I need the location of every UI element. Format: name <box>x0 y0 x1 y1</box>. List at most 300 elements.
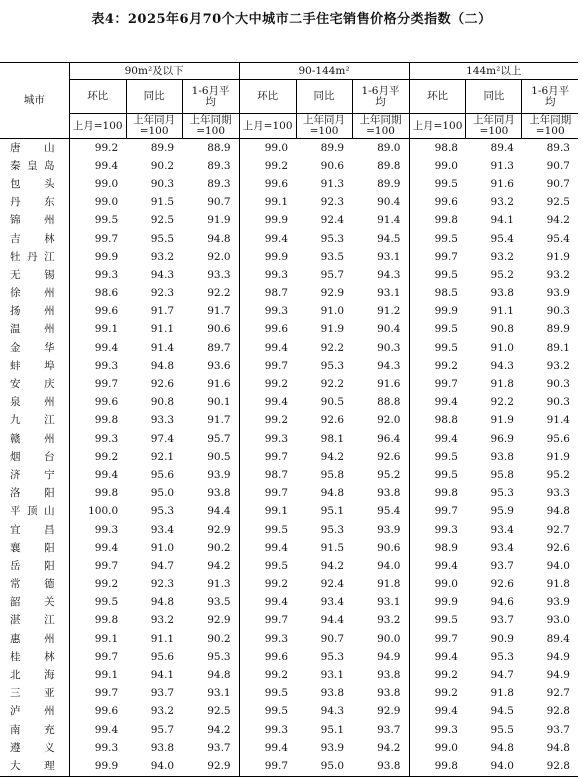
index-value: 99.7 <box>69 648 126 666</box>
index-value: 94.7 <box>150 559 175 572</box>
city-name: 三亚 <box>10 687 55 700</box>
index-value: 93.1 <box>377 596 401 609</box>
index-value: 99.3 <box>239 430 296 448</box>
index-value: 99.4 <box>69 339 126 357</box>
index-value: 99.9 <box>69 248 126 266</box>
table-row <box>0 430 578 448</box>
index-value: 99.4 <box>239 739 296 757</box>
index-value: 98.5 <box>409 285 466 303</box>
city-name: 泸州 <box>10 705 55 718</box>
index-value: 99.2 <box>239 412 296 430</box>
index-value: 91.3 <box>207 578 231 591</box>
index-value: 99.2 <box>69 139 126 158</box>
index-value: 93.9 <box>546 596 570 609</box>
index-value: 99.4 <box>69 466 126 484</box>
index-value: 89.4 <box>490 141 514 154</box>
index-value: 93.3 <box>546 487 570 500</box>
index-value: 99.7 <box>409 503 466 521</box>
index-value: 99.3 <box>69 430 126 448</box>
index-value: 91.1 <box>150 323 175 336</box>
index-value: 98.1 <box>320 432 345 445</box>
table-row <box>0 703 578 721</box>
index-value: 99.4 <box>409 557 466 575</box>
index-value: 99.5 <box>69 212 126 230</box>
index-value: 92.7 <box>546 523 570 536</box>
index-value: 92.5 <box>207 705 231 718</box>
index-value: 91.4 <box>150 341 175 354</box>
index-value: 94.5 <box>377 232 401 245</box>
index-value: 99.2 <box>69 576 126 594</box>
city-name: 桂林 <box>10 650 55 663</box>
index-value: 92.2 <box>207 287 231 300</box>
index-value: 93.4 <box>320 596 345 609</box>
index-value: 99.2 <box>239 666 296 684</box>
index-value: 91.3 <box>320 177 345 190</box>
index-value: 99.6 <box>69 703 126 721</box>
index-value: 91.8 <box>546 578 570 591</box>
table-row <box>0 248 578 266</box>
index-value: 92.2 <box>490 396 514 409</box>
index-value: 92.2 <box>320 378 345 391</box>
index-value: 99.0 <box>69 175 126 193</box>
index-value: 90.4 <box>377 323 401 336</box>
index-value: 93.4 <box>490 523 514 536</box>
subheader-mom: 环比 <box>409 80 466 114</box>
index-value: 99.3 <box>409 521 466 539</box>
index-value: 99.0 <box>409 576 466 594</box>
index-value: 95.3 <box>320 650 345 663</box>
group-header-small: 90m²及以下 <box>69 63 239 80</box>
index-value: 91.2 <box>377 305 401 318</box>
city-name: 常德 <box>10 578 55 591</box>
table-row <box>0 576 578 594</box>
index-value: 93.7 <box>207 741 231 754</box>
index-value: 91.0 <box>320 305 345 318</box>
index-value: 94.3 <box>490 359 514 372</box>
city-name: 温州 <box>10 323 55 336</box>
index-value: 99.4 <box>409 703 466 721</box>
city-name: 扬州 <box>10 305 55 318</box>
index-value: 93.2 <box>490 196 514 209</box>
index-value: 99.5 <box>409 175 466 193</box>
index-value: 94.2 <box>546 214 570 227</box>
city-name: 湛江 <box>10 614 55 627</box>
index-value: 99.2 <box>409 685 466 703</box>
index-value: 99.5 <box>409 448 466 466</box>
index-value: 89.3 <box>207 159 231 172</box>
index-value: 99.3 <box>409 721 466 739</box>
index-value: 91.4 <box>546 414 570 427</box>
index-value: 99.7 <box>69 557 126 575</box>
index-value: 91.7 <box>150 305 175 318</box>
index-value: 93.8 <box>490 450 514 463</box>
index-value: 99.4 <box>409 430 466 448</box>
index-value: 92.2 <box>320 341 345 354</box>
index-value: 99.4 <box>239 594 296 612</box>
index-value: 90.5 <box>207 450 231 463</box>
table-row <box>0 521 578 539</box>
index-value: 94.3 <box>377 359 401 372</box>
subheader-ytd-avg: 1-6月平均 <box>182 80 239 114</box>
index-value: 99.9 <box>239 212 296 230</box>
index-value: 99.5 <box>409 230 466 248</box>
index-value: 93.0 <box>546 614 570 627</box>
index-value: 99.6 <box>239 648 296 666</box>
index-value: 90.5 <box>320 396 345 409</box>
city-name: 烟台 <box>10 450 55 463</box>
index-value: 94.9 <box>546 650 570 663</box>
index-value: 89.3 <box>207 177 231 190</box>
index-value: 92.9 <box>377 705 401 718</box>
index-value: 93.7 <box>546 723 570 736</box>
table-row <box>0 230 578 248</box>
index-value: 92.8 <box>522 757 578 776</box>
index-value: 99.2 <box>239 375 296 393</box>
index-value: 94.5 <box>490 705 514 718</box>
index-value: 92.9 <box>207 614 231 627</box>
index-value: 93.1 <box>207 687 231 700</box>
index-value: 91.5 <box>150 196 175 209</box>
index-value: 99.4 <box>239 394 296 412</box>
city-name: 唐山 <box>10 141 55 154</box>
index-value: 94.2 <box>207 559 231 572</box>
subheader-ytd-avg: 1-6月平均 <box>522 80 578 114</box>
index-value: 99.3 <box>69 521 126 539</box>
base-label-mom: 上月=100 <box>69 114 126 139</box>
index-value: 98.8 <box>409 139 466 158</box>
index-value: 91.9 <box>490 414 514 427</box>
index-value: 91.4 <box>377 214 401 227</box>
index-value: 99.4 <box>69 539 126 557</box>
index-value: 93.7 <box>150 687 175 700</box>
index-value: 94.1 <box>490 214 514 227</box>
table-row <box>0 757 578 776</box>
index-value: 93.6 <box>207 359 231 372</box>
index-value: 91.6 <box>490 177 514 190</box>
index-value: 90.7 <box>207 196 231 209</box>
index-value: 90.0 <box>377 632 401 645</box>
index-value: 95.9 <box>490 505 514 518</box>
table-row <box>0 339 578 357</box>
index-value: 94.2 <box>320 559 345 572</box>
index-value: 90.2 <box>207 632 231 645</box>
index-value: 92.4 <box>320 578 345 591</box>
index-value: 99.8 <box>409 485 466 503</box>
city-name: 惠州 <box>10 632 55 645</box>
index-value: 99.8 <box>409 212 466 230</box>
index-value: 94.2 <box>377 741 401 754</box>
table-row <box>0 175 578 193</box>
index-value: 95.3 <box>207 650 231 663</box>
index-value: 91.1 <box>150 632 175 645</box>
index-value: 99.4 <box>239 339 296 357</box>
index-value: 91.5 <box>320 541 345 554</box>
price-index-table <box>0 62 578 777</box>
index-value: 95.5 <box>150 232 175 245</box>
index-value: 93.1 <box>320 669 345 682</box>
city-name: 牡丹江 <box>10 250 55 263</box>
index-value: 95.6 <box>150 468 175 481</box>
index-value: 91.7 <box>207 414 231 427</box>
index-value: 93.8 <box>207 487 231 500</box>
index-value: 99.1 <box>239 503 296 521</box>
index-value: 92.3 <box>150 578 175 591</box>
index-value: 99.9 <box>239 248 296 266</box>
index-value: 98.7 <box>239 466 296 484</box>
index-value: 93.4 <box>150 523 175 536</box>
index-value: 91.1 <box>490 305 514 318</box>
city-name: 襄阳 <box>10 541 55 554</box>
index-value: 95.3 <box>320 232 345 245</box>
index-value: 95.7 <box>150 723 175 736</box>
index-value: 93.5 <box>207 596 231 609</box>
city-column-header: 城市 <box>0 63 69 139</box>
base-label-yoy: 上年同月=100 <box>126 114 182 139</box>
index-value: 93.2 <box>490 250 514 263</box>
index-value: 92.6 <box>490 578 514 591</box>
index-value: 99.8 <box>69 612 126 630</box>
city-name: 包头 <box>10 177 55 190</box>
city-name: 宜昌 <box>10 523 55 536</box>
index-value: 93.8 <box>377 669 401 682</box>
index-value: 90.2 <box>150 159 175 172</box>
index-value: 99.4 <box>69 157 126 175</box>
index-value: 92.7 <box>546 687 570 700</box>
index-value: 94.2 <box>207 723 231 736</box>
index-value: 99.5 <box>239 685 296 703</box>
index-value: 91.6 <box>377 378 401 391</box>
index-value: 95.1 <box>320 723 345 736</box>
city-name: 泉州 <box>10 396 55 409</box>
index-value: 92.4 <box>320 214 345 227</box>
index-value: 92.0 <box>377 414 401 427</box>
subheader-mom: 环比 <box>239 80 296 114</box>
index-value: 90.6 <box>207 323 231 336</box>
index-value: 90.8 <box>150 396 175 409</box>
index-value: 99.7 <box>239 612 296 630</box>
index-value: 99.3 <box>69 357 126 375</box>
index-value: 92.6 <box>546 541 570 554</box>
table-row <box>0 466 578 484</box>
index-value: 99.2 <box>69 448 126 466</box>
index-value: 92.9 <box>207 523 231 536</box>
index-value: 90.3 <box>377 341 401 354</box>
index-value: 95.3 <box>150 505 175 518</box>
index-value: 94.0 <box>126 757 182 776</box>
index-value: 90.6 <box>377 541 401 554</box>
index-value: 99.0 <box>239 139 296 158</box>
index-value: 90.2 <box>207 541 231 554</box>
index-value: 93.1 <box>377 287 401 300</box>
index-value: 93.8 <box>320 687 345 700</box>
index-value: 89.3 <box>546 141 570 154</box>
index-value: 94.3 <box>377 268 401 281</box>
index-value: 99.6 <box>239 321 296 339</box>
city-name: 吉林 <box>10 232 55 245</box>
index-value: 95.7 <box>320 268 345 281</box>
city-name: 徐州 <box>10 287 55 300</box>
table-row <box>0 412 578 430</box>
table-row <box>0 448 578 466</box>
index-value: 99.5 <box>239 557 296 575</box>
index-value: 90.3 <box>546 305 570 318</box>
index-value: 99.4 <box>239 230 296 248</box>
city-name: 大理 <box>0 757 69 776</box>
index-value: 89.7 <box>207 341 231 354</box>
table-row <box>0 648 578 666</box>
index-value: 90.4 <box>377 196 401 209</box>
index-value: 93.7 <box>490 614 514 627</box>
index-value: 90.8 <box>490 323 514 336</box>
index-value: 89.9 <box>546 323 570 336</box>
index-value: 99.2 <box>409 666 466 684</box>
index-value: 92.9 <box>182 757 239 776</box>
index-value: 95.4 <box>490 232 514 245</box>
index-value: 99.8 <box>69 412 126 430</box>
index-value: 99.7 <box>69 230 126 248</box>
index-value: 91.9 <box>320 323 345 336</box>
index-value: 95.3 <box>490 487 514 500</box>
city-name: 韶关 <box>10 596 55 609</box>
index-value: 94.8 <box>150 359 175 372</box>
city-name: 锦州 <box>10 214 55 227</box>
index-value: 94.8 <box>490 741 514 754</box>
index-value: 99.2 <box>409 357 466 375</box>
index-value: 95.2 <box>546 468 570 481</box>
base-label-mom: 上月=100 <box>409 114 466 139</box>
table-row <box>0 157 578 175</box>
index-value: 88.9 <box>207 141 231 154</box>
index-value: 93.8 <box>490 287 514 300</box>
index-value: 89.9 <box>320 141 345 154</box>
table-row <box>0 685 578 703</box>
index-value: 91.6 <box>207 378 231 391</box>
index-value: 94.9 <box>377 650 401 663</box>
index-value: 92.3 <box>150 287 175 300</box>
city-name: 蚌埠 <box>10 359 55 372</box>
index-value: 99.5 <box>239 703 296 721</box>
index-value: 99.6 <box>69 394 126 412</box>
index-value: 98.9 <box>409 539 466 557</box>
index-value: 93.2 <box>546 359 570 372</box>
index-value: 92.1 <box>150 450 175 463</box>
table-row <box>0 503 578 521</box>
subheader-mom: 环比 <box>69 80 126 114</box>
index-value: 94.8 <box>207 232 231 245</box>
table-row <box>0 557 578 575</box>
table-row <box>0 212 578 230</box>
index-value: 95.4 <box>377 505 401 518</box>
table-row <box>0 357 578 375</box>
city-name: 遵义 <box>10 741 55 754</box>
index-value: 91.9 <box>207 214 231 227</box>
index-value: 95.0 <box>150 487 175 500</box>
index-value: 94.0 <box>377 559 401 572</box>
index-value: 95.2 <box>490 268 514 281</box>
index-value: 99.6 <box>69 303 126 321</box>
index-value: 99.5 <box>409 466 466 484</box>
table-row <box>0 630 578 648</box>
index-value: 89.0 <box>377 141 401 154</box>
index-value: 92.5 <box>150 214 175 227</box>
index-value: 89.4 <box>546 632 570 645</box>
index-value: 89.1 <box>546 341 570 354</box>
index-value: 91.9 <box>546 250 570 263</box>
index-value: 99.8 <box>69 485 126 503</box>
index-value: 94.4 <box>207 505 231 518</box>
index-value: 99.1 <box>239 194 296 212</box>
group-header-medium: 90-144m² <box>239 63 409 80</box>
index-value: 99.3 <box>239 303 296 321</box>
base-label-ytd-avg: 上年同期=100 <box>522 114 578 139</box>
index-value: 98.8 <box>409 412 466 430</box>
subheader-yoy: 同比 <box>126 80 182 114</box>
table-row <box>0 739 578 757</box>
index-value: 99.7 <box>409 630 466 648</box>
index-value: 93.4 <box>490 541 514 554</box>
index-value: 94.8 <box>150 596 175 609</box>
index-value: 90.7 <box>320 632 345 645</box>
index-value: 94.0 <box>546 559 570 572</box>
index-value: 94.2 <box>320 450 345 463</box>
table-row <box>0 375 578 393</box>
index-value: 93.8 <box>377 487 401 500</box>
table-row <box>0 303 578 321</box>
index-value: 90.6 <box>320 159 345 172</box>
city-name: 金华 <box>10 341 55 354</box>
index-value: 97.4 <box>150 432 175 445</box>
index-value: 99.5 <box>239 521 296 539</box>
index-value: 90.1 <box>207 396 231 409</box>
index-value: 94.6 <box>490 596 514 609</box>
index-value: 99.0 <box>409 157 466 175</box>
index-value: 90.3 <box>546 396 570 409</box>
city-name: 无锡 <box>10 268 55 281</box>
index-value: 94.7 <box>490 669 514 682</box>
city-name: 北海 <box>10 669 55 682</box>
index-value: 98.7 <box>239 285 296 303</box>
index-value: 91.0 <box>150 541 175 554</box>
index-value: 99.9 <box>409 594 466 612</box>
index-value: 95.3 <box>320 359 345 372</box>
index-value: 92.9 <box>320 287 345 300</box>
index-value: 94.1 <box>150 669 175 682</box>
index-value: 92.0 <box>207 250 231 263</box>
index-value: 95.6 <box>150 650 175 663</box>
index-value: 92.5 <box>546 196 570 209</box>
index-value: 91.8 <box>377 578 401 591</box>
city-name: 丹东 <box>10 196 55 209</box>
index-value: 99.7 <box>239 485 296 503</box>
index-value: 99.7 <box>239 757 296 776</box>
city-name: 赣州 <box>10 432 55 445</box>
index-value: 99.2 <box>239 576 296 594</box>
index-value: 92.6 <box>377 450 401 463</box>
index-value: 95.7 <box>207 432 231 445</box>
table-row <box>0 285 578 303</box>
index-value: 95.3 <box>490 650 514 663</box>
index-value: 99.9 <box>409 303 466 321</box>
index-value: 99.6 <box>409 194 466 212</box>
index-value: 93.9 <box>377 523 401 536</box>
index-value: 94.9 <box>546 669 570 682</box>
index-value: 99.5 <box>69 594 126 612</box>
index-value: 90.3 <box>546 378 570 391</box>
city-name: 九江 <box>10 414 55 427</box>
index-value: 99.3 <box>239 630 296 648</box>
index-value: 93.7 <box>377 723 401 736</box>
index-value: 94.4 <box>320 614 345 627</box>
